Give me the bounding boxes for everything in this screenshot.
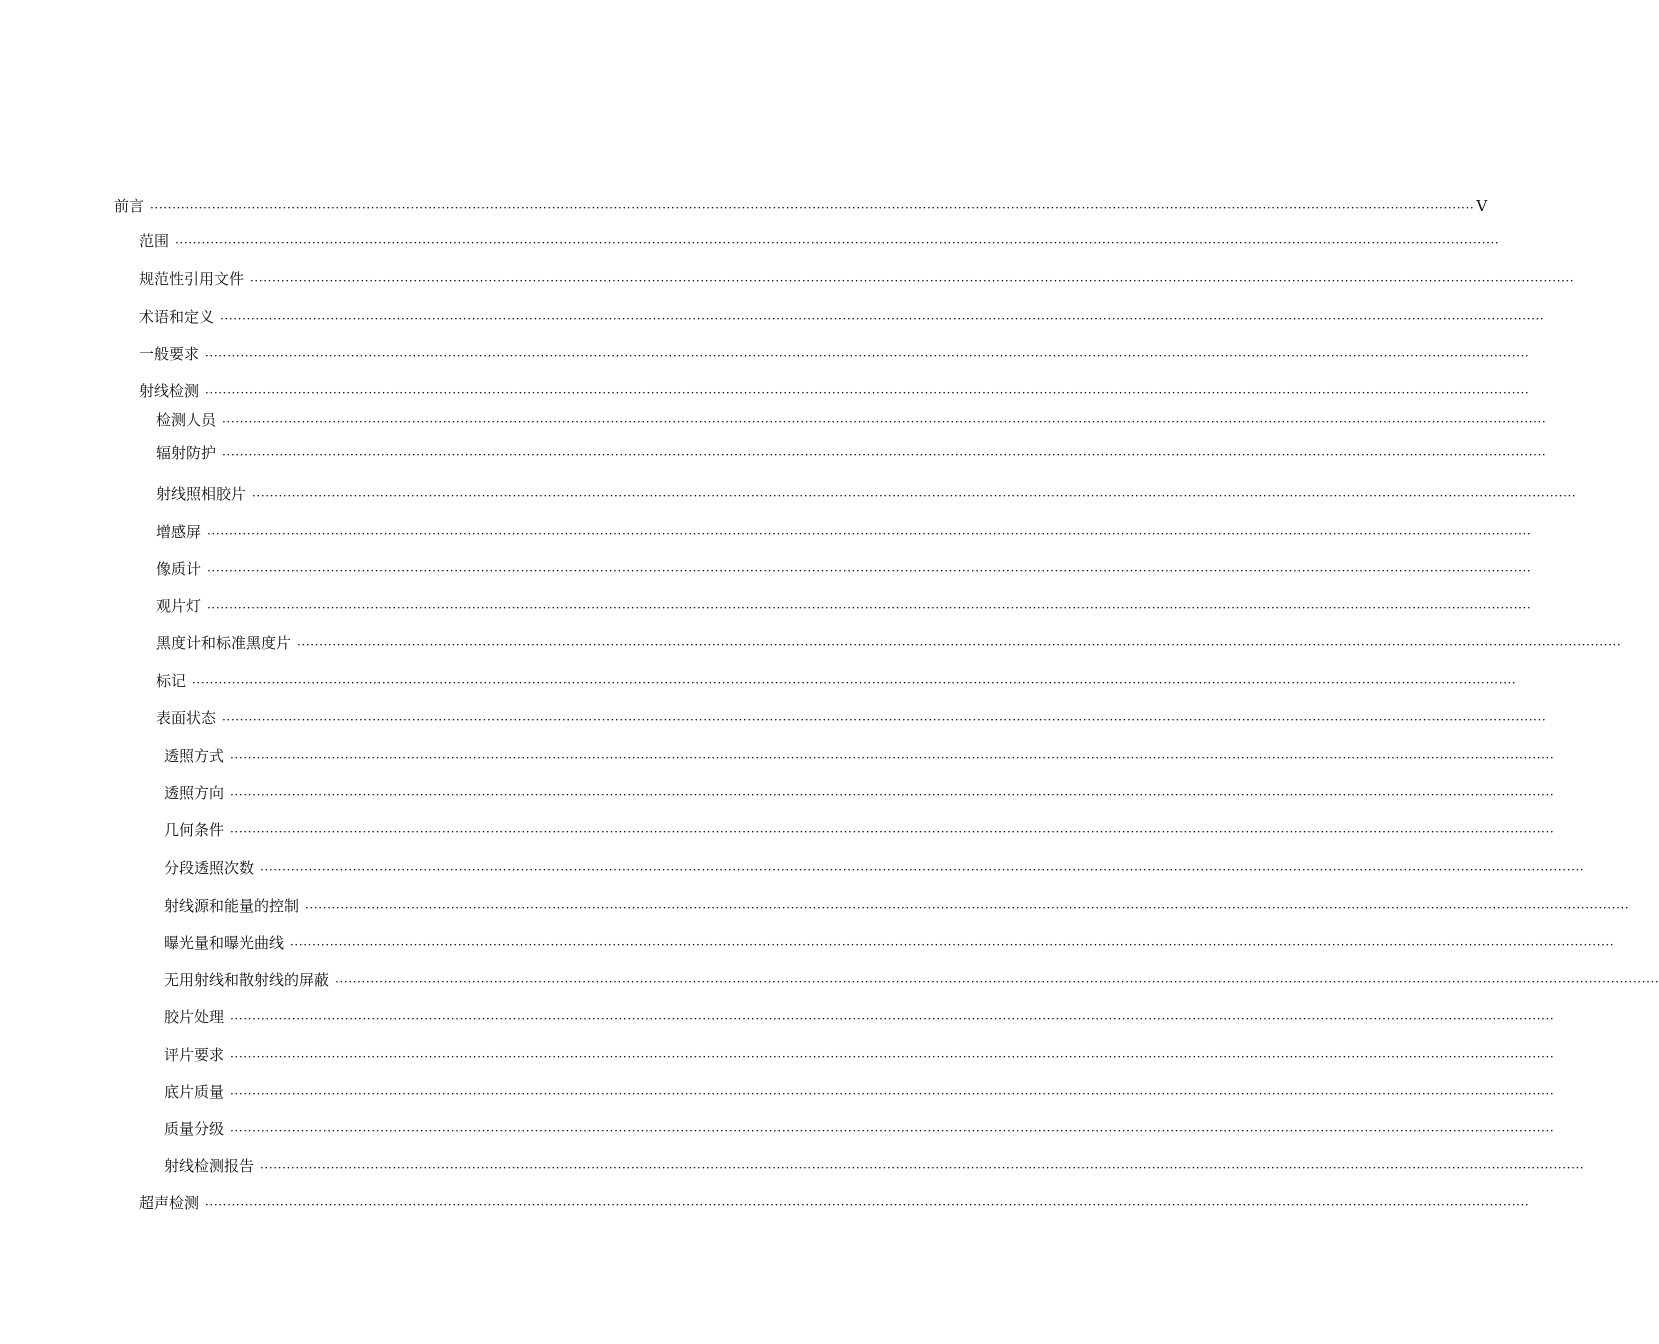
toc-leader-dots: ············································································································································································································································································································ [222,448,1547,462]
toc-leader-dots: ············································································································································································································································································································ [290,938,1615,952]
toc-entry-label: 射线检测 [139,382,200,400]
toc-entry[interactable] [156,595,1532,617]
toc-entry[interactable] [164,819,1555,841]
toc-entry-label: 观片灯 [156,597,202,615]
toc-leader-dots: ············································································································································································································································································································ [222,713,1547,727]
toc-leader-dots: ············································································································································································································································································································ [260,863,1585,877]
toc-entry-label: 规范性引用文件 [139,270,245,288]
toc-leader-dots: ············································································································································································································································································································ [335,975,1659,989]
toc-entry-label: 透照方式 [164,747,225,765]
toc-entry-label: 曝光量和曝光曲线 [164,934,285,952]
toc-entry-label: 超声检测 [139,1194,200,1212]
toc-entry[interactable] [164,1118,1555,1140]
toc-entry[interactable] [139,1192,1530,1214]
toc-leader-dots: ············································································································································································································································································································ [230,788,1555,802]
toc-entry-label: 黑度计和标准黑度片 [156,634,292,652]
toc-leader-dots: ············································································································································································································································································································ [175,236,1500,250]
toc-leader-dots: ············································································································································································································································································································ [205,349,1530,363]
toc-entry-label: 像质计 [156,560,202,578]
toc-entry[interactable] [164,782,1555,804]
toc-entry-label: 无用射线和散射线的屏蔽 [164,971,330,989]
toc-entry-label: 前言 [114,197,145,215]
toc-entry[interactable] [164,895,1630,917]
toc-entry[interactable] [156,409,1547,431]
toc-entry[interactable] [156,558,1532,580]
toc-entry-label: 表面状态 [156,709,217,727]
toc-entry[interactable] [139,343,1530,365]
toc-entry[interactable] [156,521,1532,543]
toc-leader-dots: ············································································································································································································································································································ [230,1012,1555,1026]
toc-leader-dots: ············································································································································································································································································································ [305,901,1630,915]
toc-entry-label: 标记 [156,672,187,690]
toc-entry[interactable] [164,932,1615,954]
toc-leader-dots: ············································································································································································································································································································ [150,201,1475,215]
toc-entry-label: 底片质量 [164,1083,225,1101]
toc-entry-label: 质量分级 [164,1120,225,1138]
toc-leader-dots: ············································································································································································································································································································ [260,1161,1585,1175]
toc-entry[interactable] [164,1081,1555,1103]
toc-entry[interactable] [164,1044,1555,1066]
toc-entry-label: 射线检测报告 [164,1157,255,1175]
toc-entry-label: 术语和定义 [139,308,215,326]
toc-entry[interactable] [164,1006,1555,1028]
toc-leader-dots: ············································································································································································································································································································ [207,601,1532,615]
toc-entry-label: 一般要求 [139,345,200,363]
toc-leader-dots: ············································································································································································································································································································ [207,564,1532,578]
toc-entry-label: 检测人员 [156,411,217,429]
toc-leader-dots: ············································································································································································································································································································ [252,489,1577,503]
toc-entry[interactable] [164,1155,1585,1177]
toc-entry[interactable] [139,268,1575,290]
toc-entry-label: 胶片处理 [164,1008,225,1026]
toc-leader-dots: ············································································································································································································································································································ [222,415,1547,429]
toc-entry[interactable] [139,230,1500,252]
toc-leader-dots: ············································································································································································································································································································ [205,1198,1530,1212]
toc-entry[interactable] [156,442,1547,464]
page-title [0,140,950,164]
toc-entry[interactable] [156,670,1517,692]
toc-entry[interactable] [164,857,1585,879]
toc-entry[interactable] [139,380,1530,402]
toc-leader-dots: ············································································································································································································································································································ [230,1087,1555,1101]
toc-entry-preface[interactable] [114,195,1488,217]
toc-entry-label: 射线源和能量的控制 [164,897,300,915]
toc-leader-dots: ············································································································································································································································································································ [192,676,1517,690]
toc-entry-label: 分段透照次数 [164,859,255,877]
toc-entry-label: 几何条件 [164,821,225,839]
toc-entry-label: 辐射防护 [156,444,217,462]
toc-entry-label: 范围 [139,232,170,250]
toc-page-number: V [1476,197,1488,215]
toc-entry[interactable] [164,969,1659,991]
toc-leader-dots: ············································································································································································································································································································ [250,274,1575,288]
toc-leader-dots: ············································································································································································································································································································ [230,751,1555,765]
toc-leader-dots: ············································································································································································································································································································ [230,1124,1555,1138]
toc-entry-label: 透照方向 [164,784,225,802]
toc-leader-dots: ············································································································································································································································································································ [205,386,1530,400]
toc-leader-dots: ············································································································································································································································································································ [230,1050,1555,1064]
toc-leader-dots: ············································································································································································································································································································ [230,825,1555,839]
toc-entry[interactable] [139,306,1545,328]
toc-leader-dots: ············································································································································································································································································································ [220,312,1545,326]
toc-entry-label: 射线照相胶片 [156,485,247,503]
toc-entry-label: 评片要求 [164,1046,225,1064]
toc-entry[interactable] [156,632,1622,654]
toc-entry[interactable] [164,745,1555,767]
toc-leader-dots: ············································································································································································································································································································ [207,527,1532,541]
toc-entry[interactable] [156,483,1577,505]
toc-entry[interactable] [156,707,1547,729]
toc-entry-label: 增感屏 [156,523,202,541]
toc-leader-dots: ············································································································································································································································································································ [297,638,1622,652]
